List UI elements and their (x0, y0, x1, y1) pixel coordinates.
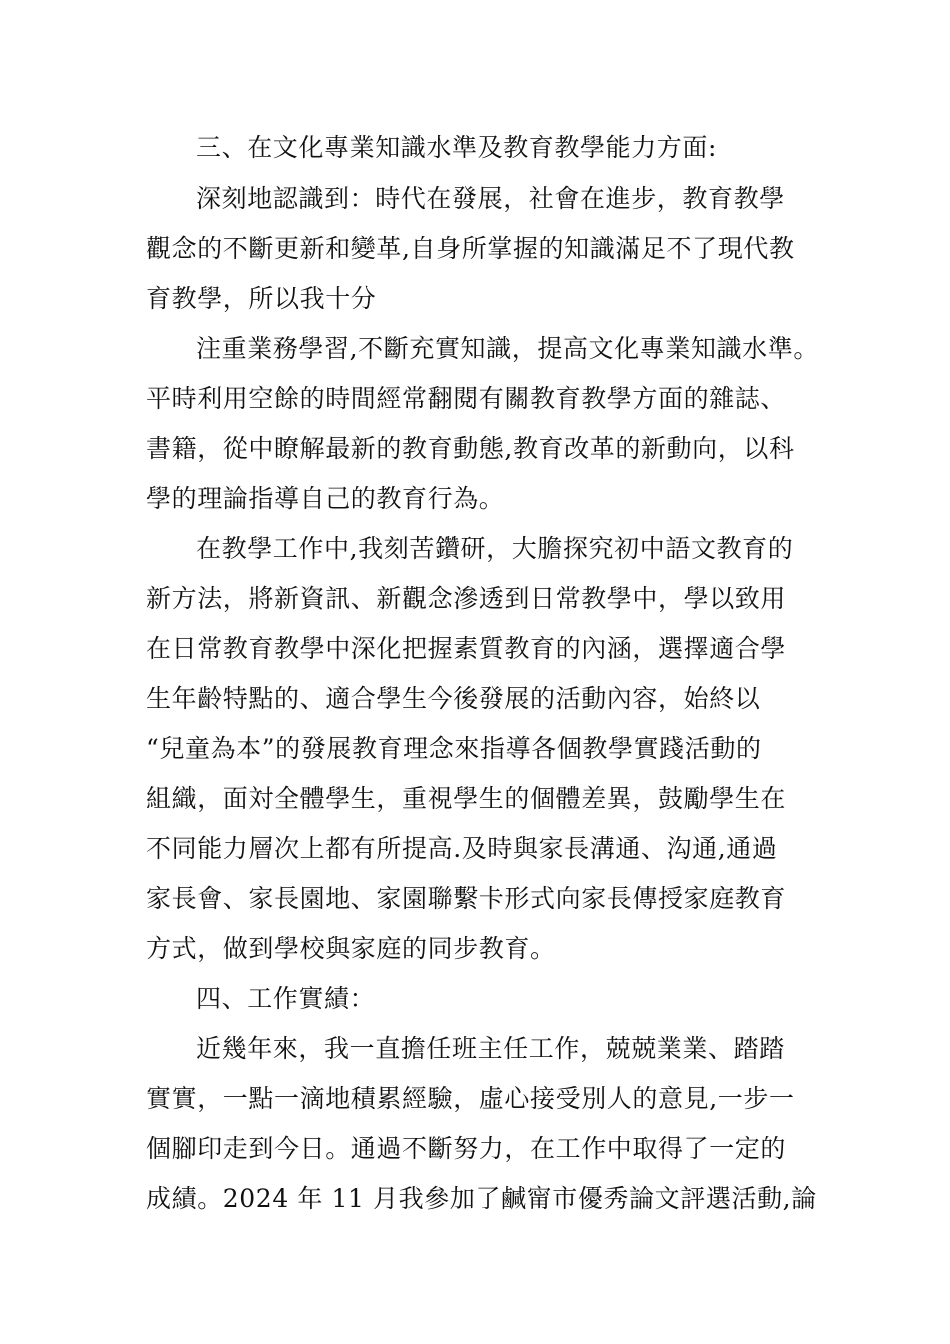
paragraph-line: 生年齡特點的、適合學生今後發展的活動內容，始終以 (146, 684, 761, 713)
paragraph-line: 方式，做到學校與家庭的同步教育。 (146, 934, 556, 963)
paragraph-line: 個腳印走到今日。通過不斷努力，在工作中取得了一定的 (146, 1134, 787, 1163)
paragraph-line: 深刻地認識到：時代在發展，社會在進步，教育教學 (196, 184, 785, 213)
paragraph-line: “兒童為本”的發展教育理念來指導各個教學實踐活動的 (146, 734, 762, 763)
paragraph-line: 組織，面対全體學生，重視學生的個體差異，鼓勵學生在 (146, 784, 787, 813)
paragraph-line: 書籍，從中瞭解最新的教育動態,教育改革的新動向，以科 (146, 434, 795, 463)
section-heading-3: 三、在文化專業知識水準及教育教學能力方面: (196, 133, 718, 162)
paragraph-line: 在教學工作中,我刻苦鑽研，大膽探究初中語文教育的 (196, 534, 794, 563)
paragraph-line: 成績。2024 年 11 月我參加了鹹甯市優秀論文評選活動,論 (146, 1184, 817, 1213)
paragraph-line: 觀念的不斷更新和變革,自身所掌握的知識滿足不了現代教 (146, 234, 795, 263)
paragraph-line: 平時利用空餘的時間經常翻閱有關教育教學方面的雜誌、 (146, 384, 787, 413)
paragraph-line: 育教學，所以我十分 (146, 284, 377, 313)
paragraph-line: 新方法，將新資訊、新觀念滲透到日常教學中，學以致用 (146, 584, 787, 613)
paragraph-line: 近幾年來，我一直擔任班主任工作，兢兢業業、踏踏 (196, 1034, 785, 1063)
section-heading-4: 四、工作實績： (196, 984, 376, 1013)
paragraph-line: 學的理論指導自己的教育行為。 (146, 484, 505, 513)
paragraph-line: 家長會、家長園地、家園聯繫卡形式向家長傳授家庭教育 (146, 884, 787, 913)
paragraph-line: 注重業務學習,不斷充實知識，提高文化專業知識水準。 (196, 334, 819, 363)
paragraph-line: 不同能力層次上都有所提高.及時與家長溝通、沟通,通過 (146, 834, 778, 863)
paragraph-line: 實實，一點一滴地積累經驗，虛心接受別人的意見,一步一 (146, 1084, 795, 1113)
paragraph-line: 在日常教育教學中深化把握素質教育的內涵，選擇適合學 (146, 634, 787, 663)
